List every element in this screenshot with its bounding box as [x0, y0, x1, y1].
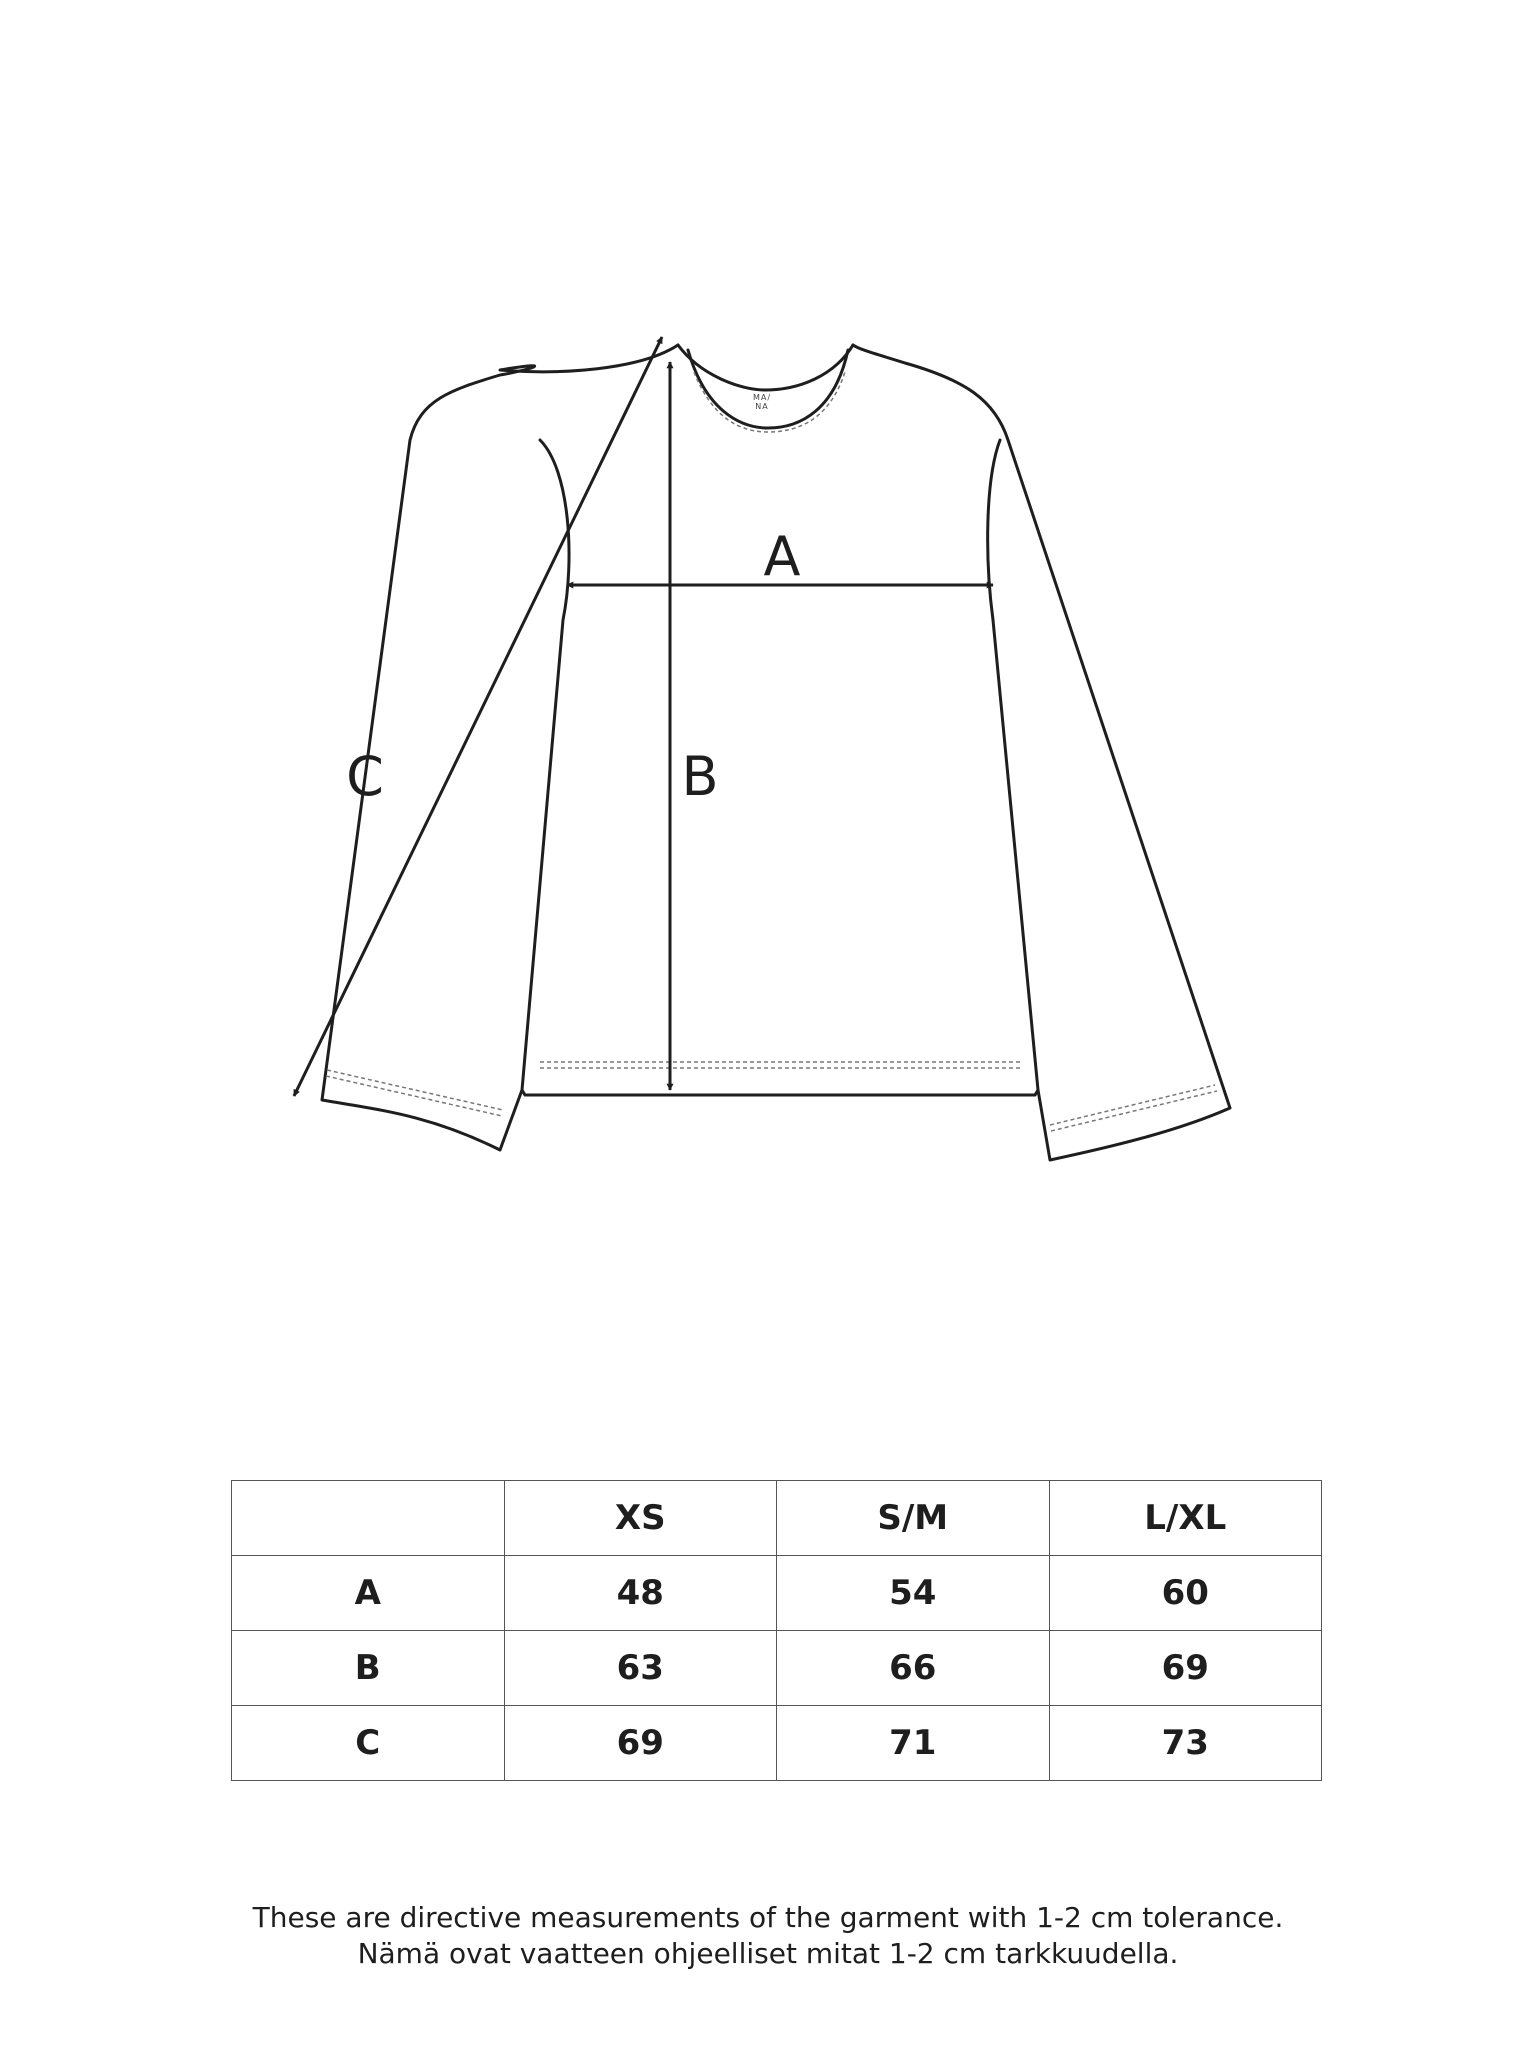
neck-stitch	[694, 372, 845, 432]
right-sleeve-seam	[988, 440, 1038, 1090]
table-header-cell: L/XL	[1049, 1481, 1322, 1556]
sweater-body-outline	[322, 345, 1230, 1160]
measure-a-label: A	[763, 525, 801, 588]
right-cuff-stitch-1	[1050, 1085, 1215, 1125]
table-row-label: B	[232, 1631, 505, 1706]
measure-c-arrow	[294, 337, 662, 1096]
table-cell: 66	[777, 1631, 1050, 1706]
table-row-label: C	[232, 1706, 505, 1781]
table-cell: 71	[777, 1706, 1050, 1781]
size-table	[231, 1480, 1322, 1781]
table-cell: 48	[504, 1556, 777, 1631]
brand-logo-line2: NA	[755, 402, 769, 411]
neckline-outer	[678, 345, 853, 390]
measure-b-label: B	[681, 745, 719, 808]
note-finnish: Nämä ovat vaatteen ohjeelliset mitat 1-2 cm tarkkuudella.	[357, 1937, 1179, 1970]
measurement-notes	[0, 1900, 1536, 1972]
table-row	[232, 1556, 1322, 1631]
table-header-cell: S/M	[777, 1481, 1050, 1556]
left-sleeve-seam	[522, 440, 569, 1090]
left-cuff-stitch-2	[326, 1076, 502, 1116]
brand-logo-line1: MA/	[752, 393, 772, 402]
note-english: These are directive measurements of the garment with 1-2 cm tolerance.	[252, 1901, 1284, 1934]
table-header-row	[232, 1481, 1322, 1556]
table-row-label: A	[232, 1556, 505, 1631]
right-cuff-stitch-2	[1051, 1091, 1217, 1131]
table-cell: 54	[777, 1556, 1050, 1631]
table-header-cell	[232, 1481, 505, 1556]
table-header-cell: XS	[504, 1481, 777, 1556]
table-cell: 60	[1049, 1556, 1322, 1631]
table-cell: 69	[1049, 1631, 1322, 1706]
sweater-outline	[322, 345, 1230, 1160]
table-cell: 63	[504, 1631, 777, 1706]
table-cell: 69	[504, 1706, 777, 1781]
table-cell: 73	[1049, 1706, 1322, 1781]
table-row	[232, 1706, 1322, 1781]
table-row	[232, 1631, 1322, 1706]
measure-c-label: C	[346, 745, 384, 808]
